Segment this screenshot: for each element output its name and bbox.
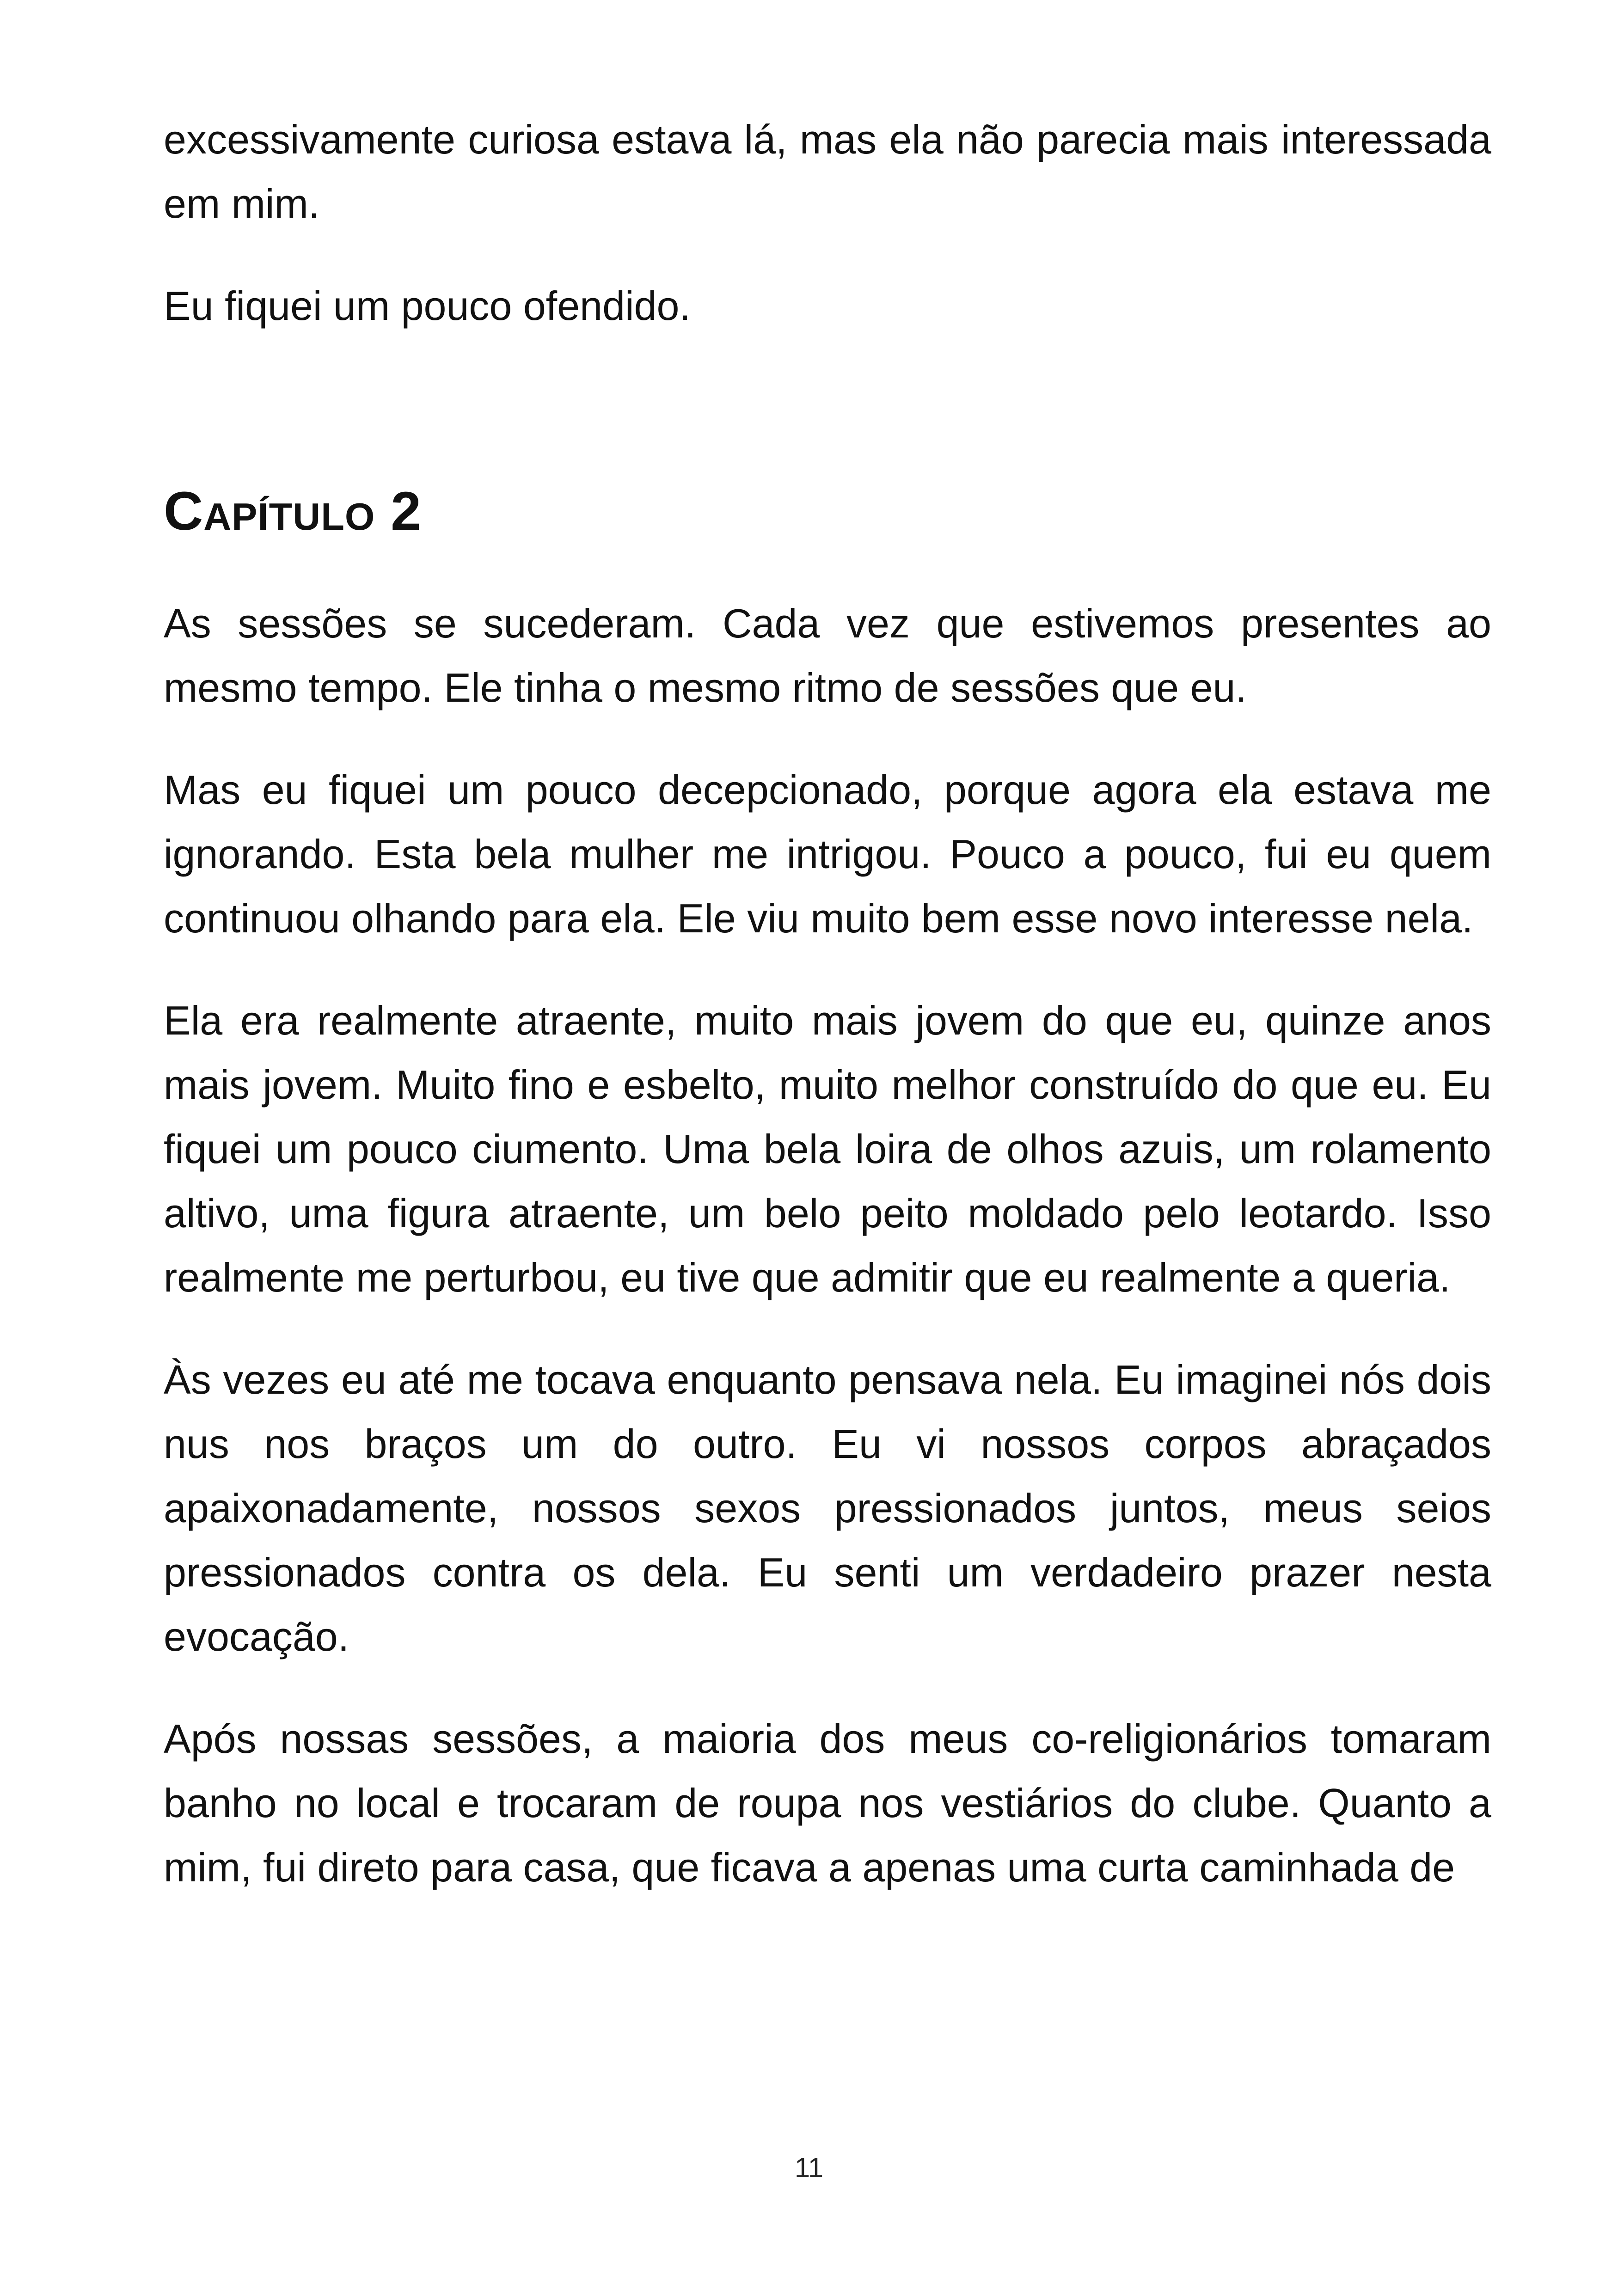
paragraph-4: Às vezes eu até me tocava enquanto pensava nela. Eu imaginei nós dois nus nos braços um do outro. Eu vi nossos corpos abraçados apaixonadamente, nossos sexos pressionados juntos, meus seios pressionados contra os dela. Eu senti um verdadeiro prazer nesta evocação. — [164, 1357, 1491, 1659]
paragraph-3: Ela era realmente atraente, muito mais jovem do que eu, quinze anos mais jovem. Muito fino e esbelto, muito melhor construído do que eu. Eu fiquei um pouco ciumento. Uma bela loira de olhos azuis, um rolamento altivo, uma figura atraente, um belo peito moldado pelo leotardo. Isso realmente me perturbou, eu tive que admitir que eu realmente a queria. — [164, 998, 1491, 1300]
paragraph-1: As sessões se sucederam. Cada vez que estivemos presentes ao mesmo tempo. Ele tinha o mesmo ritmo de sessões que eu. — [164, 600, 1491, 710]
chapter-title: Capítulo 2 — [164, 481, 422, 542]
paragraph-intro-1: excessivamente curiosa estava lá, mas ela não parecia mais interessada em mim. — [164, 116, 1491, 227]
page-number: 11 — [794, 2152, 824, 2183]
paragraph-5: Após nossas sessões, a maioria dos meus co-religionários tomaram banho no local e trocaram de roupa nos vestiários do clube. Quanto a mim, fui direto para casa, que ficava a apenas uma curta caminhada de — [164, 1716, 1491, 1890]
paragraph-intro-2: Eu fiquei um pouco ofendido. — [164, 283, 691, 329]
paragraph-2: Mas eu fiquei um pouco decepcionado, porque agora ela estava me ignorando. Esta bela mulher me intrigou. Pouco a pouco, fui eu quem continuou olhando para ela. Ele viu muito bem esse novo interesse nela. — [164, 767, 1491, 941]
page-body — [164, 107, 1491, 1937]
